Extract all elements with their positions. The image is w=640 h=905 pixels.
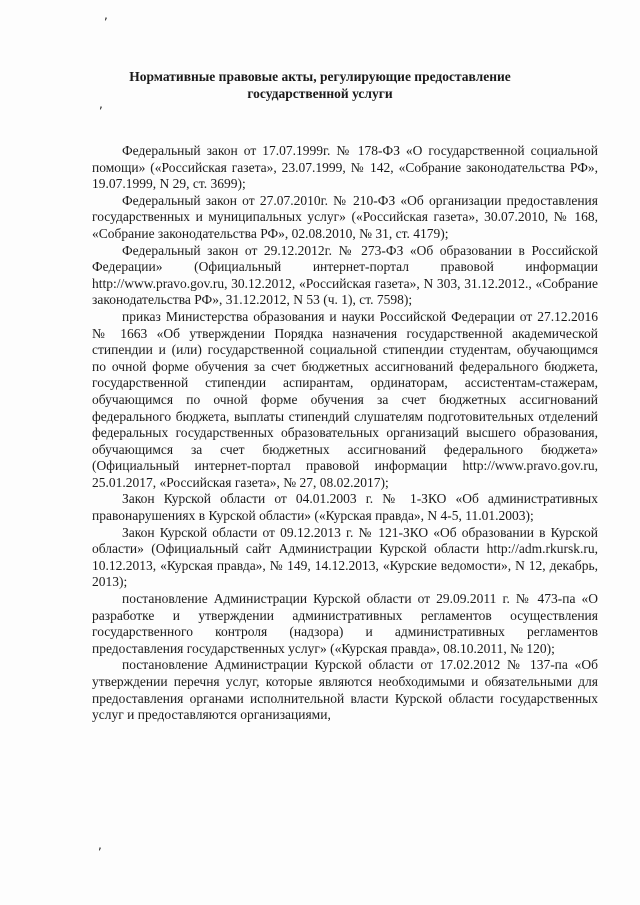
paragraph-8: постановление Администрации Курской области от 17.02.2012 № 137-па «Об утверждении перечня услуг, которые являются необходимыми и обязательными для предоставления органами исполнительной власти Курской области государственных услуг и предоставляются организациями, — [92, 657, 598, 723]
document-title: Нормативные правовые акты, регулирующие предоставление государственной услуги — [129, 69, 511, 101]
paragraph-6: Закон Курской области от 09.12.2013 г. № 121-ЗКО «Об образовании в Курской области» (Официальный сайт Администрации Курской области http://adm.rkursk.ru, 10.12.2013, «Курская правда», № 149, 14.12.2013, «Курские ведомости», N 12, декабрь, 2013); — [92, 524, 598, 590]
scan-mark: , — [104, 8, 108, 22]
scan-mark: , — [98, 838, 102, 852]
paragraph-3: Федеральный закон от 29.12.2012г. № 273-ФЗ «Об образовании в Российской Федерации» (Официальный интернет-портал правовой информации http://www.pravo.gov.ru, 30.12.2012, «Российская газета», N 303, 31.12.2012., «Собрание законодательства РФ», 31.12.2012, N 53 (ч. 1), ст. 7598); — [92, 242, 598, 308]
paragraph-4: приказ Министерства образования и науки Российской Федерации от 27.12.2016 № 1663 «Об утверждении Порядка назначения государственной академической стипендии и (или) государственной социальной стипендии студентам, обучающимся по очной форме обучения за счет бюджетных ассигнований федерального бюджета, государственной стипендии аспирантам, ординаторам, ассистентам-стажерам, обучающимся по очной форме обучения за счет бюджетных ассигнований федерального бюджета, выплаты стипендий слушателям подготовительных отделений федеральных государственных образовательных организаций высшего образования, обучающимся за счет бюджетных ассигнований федерального бюджета» (Официальный интернет-портал правовой информации http://www.pravo.gov.ru, 25.01.2017, «Российская газета», № 27, 08.02.2017); — [92, 308, 598, 490]
paragraph-5: Закон Курской области от 04.01.2003 г. № 1-ЗКО «Об административных правонарушениях в Курской области» («Курская правда», N 4-5, 11.01.2003); — [92, 491, 598, 524]
paragraph-1: Федеральный закон от 17.07.1999г. № 178-ФЗ «О государственной социальной помощи» («Российская газета», 23.07.1999, № 142, «Собрание законодательства РФ», 19.07.1999, N 29, ст. 3699); — [92, 143, 598, 192]
document-body — [92, 143, 598, 724]
paragraph-7: постановление Администрации Курской области от 29.09.2011 г. № 473-па «О разработке и утверждении административных регламентов осуществления государственного контроля (надзора) и административных регламентов предоставления государственных услуг» («Курская правда», 08.10.2011, № 120); — [92, 591, 598, 656]
scan-mark: , — [99, 97, 103, 111]
paragraph-2: Федеральный закон от 27.07.2010г. № 210-ФЗ «Об организации предоставления государственных и муниципальных услуг» («Российская газета», 30.07.2010, № 168, «Собрание законодательства РФ», 02.08.2010, № 31, ст. 4179); — [92, 192, 598, 241]
